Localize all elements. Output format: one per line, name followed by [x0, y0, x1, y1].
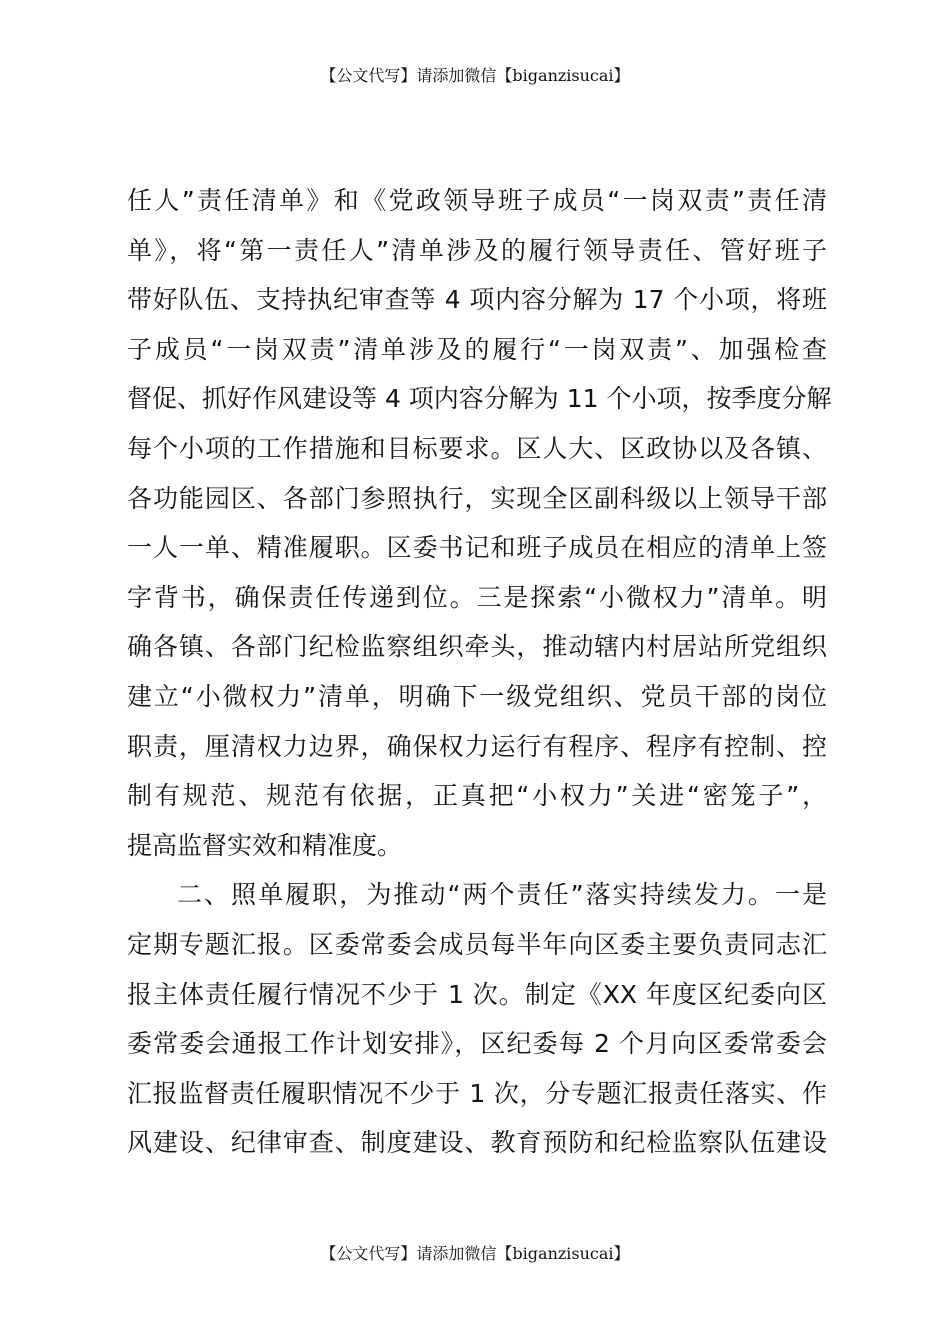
body-line-4: 子成员“一岗双责”清单涉及的履行“一岗双责”、加强检查 — [127, 334, 827, 364]
body-line-7: 各功能园区、各部门参照执行，实现全区副科级以上领导干部 — [127, 483, 827, 513]
body-line-10: 确各镇、各部门纪检监察组织牵头，推动辖内村居站所党组织 — [127, 632, 827, 662]
body-line-11: 建立“小微权力”清单，明确下一级党组织、党员干部的岗位 — [127, 681, 827, 711]
document-body — [127, 176, 832, 1168]
body-line-14: 提高监督实效和精准度。 — [127, 830, 403, 860]
body-line-20: 风建设、纪律审查、制度建设、教育预防和纪检监察队伍建设 — [127, 1128, 827, 1158]
body-line-13: 制有规范、规范有依据，正真把“小权力”关进“密笼子”， — [127, 781, 827, 811]
body-line-1: 任人”责任清单》和《党政领导班子成员“一岗双责”责任清 — [127, 186, 827, 215]
body-line-9: 字背书，确保责任传递到位。三是探索“小微权力”清单。明 — [127, 582, 827, 612]
body-line-16: 定期专题汇报。区委常委会成员每半年向区委主要负责同志汇 — [127, 929, 827, 959]
body-line-18: 委常委会通报工作计划安排》，区纪委每 2 个月向区委常委会 — [127, 1029, 827, 1059]
page-header: 【公文代写】请添加微信【biganzisucai】 — [320, 66, 630, 85]
page-footer: 【公文代写】请添加微信【biganzisucai】 — [320, 1244, 630, 1263]
body-line-2: 单》，将“第一责任人”清单涉及的履行领导责任、管好班子 — [127, 235, 827, 265]
body-line-12: 职责，厘清权力边界，确保权力运行有程序、程序有控制、控 — [127, 731, 827, 761]
body-line-3: 带好队伍、支持执纪审查等 4 项内容分解为 17 个小项，将班 — [127, 285, 827, 315]
body-line-15: 二、照单履职，为推动“两个责任”落实持续发力。一是 — [177, 880, 827, 910]
body-line-17: 报主体责任履行情况不少于 1 次。制定《XX 年度区纪委向区 — [127, 979, 827, 1009]
body-line-19: 汇报监督责任履职情况不少于 1 次，分专题汇报责任落实、作 — [127, 1078, 827, 1108]
body-line-6: 每个小项的工作措施和目标要求。区人大、区政协以及各镇、 — [127, 433, 827, 463]
body-line-8: 一人一单、精准履职。区委书记和班子成员在相应的清单上签 — [127, 533, 827, 563]
body-line-5: 督促、抓好作风建设等 4 项内容分解为 11 个小项，按季度分解 — [127, 384, 832, 414]
